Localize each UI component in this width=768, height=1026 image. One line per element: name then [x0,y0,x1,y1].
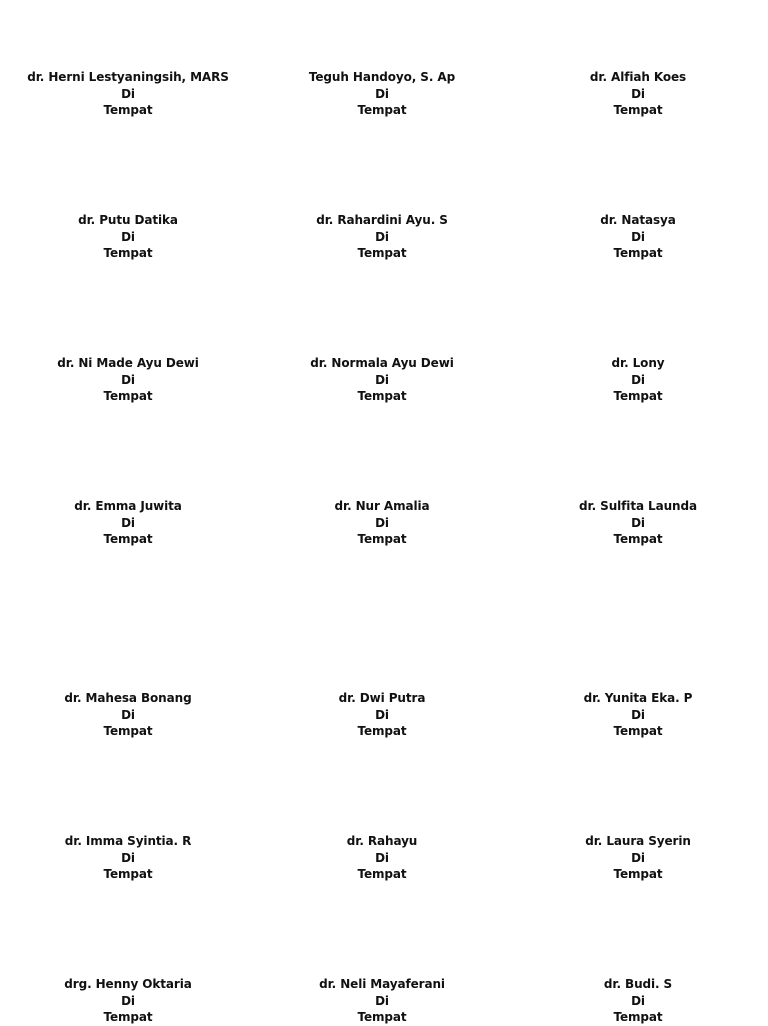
label-line-di: Di [375,707,389,722]
label-line-di: Di [631,993,645,1008]
recipient-name: dr. Laura Syerin [585,834,691,848]
label-line-tempat: Tempat [613,246,663,260]
label-line-di: Di [121,86,135,101]
address-label [0,498,256,548]
address-label [254,498,510,548]
label-line-tempat: Tempat [357,1010,407,1024]
address-label [510,69,766,119]
label-line-tempat: Tempat [103,1010,153,1024]
recipient-name: dr. Dwi Putra [338,691,426,705]
address-label [254,976,510,1026]
label-line-tempat: Tempat [357,532,407,546]
label-line-tempat: Tempat [613,724,663,738]
label-line-di: Di [631,707,645,722]
address-label [510,690,766,740]
label-line-tempat: Tempat [103,724,153,738]
address-label [254,69,510,119]
recipient-name: dr. Natasya [600,213,676,227]
address-label [510,355,766,405]
address-label [254,355,510,405]
address-label [0,355,256,405]
label-line-tempat: Tempat [103,532,153,546]
label-line-tempat: Tempat [357,867,407,881]
label-line-tempat: Tempat [357,246,407,260]
label-line-di: Di [631,229,645,244]
label-line-di: Di [121,229,135,244]
label-line-di: Di [375,229,389,244]
address-label [254,833,510,883]
address-label [254,690,510,740]
address-label [510,498,766,548]
recipient-name: dr. Neli Mayaferani [319,977,445,991]
label-line-di: Di [121,515,135,530]
recipient-name: dr. Imma Syintia. R [64,834,192,848]
label-line-tempat: Tempat [357,724,407,738]
recipient-name: dr. Yunita Eka. P [583,691,693,705]
recipient-name: dr. Emma Juwita [74,499,182,513]
address-label [0,833,256,883]
label-line-tempat: Tempat [103,867,153,881]
address-label [254,212,510,262]
label-line-di: Di [631,372,645,387]
label-line-tempat: Tempat [613,1010,663,1024]
label-line-di: Di [631,850,645,865]
label-line-di: Di [121,850,135,865]
label-line-tempat: Tempat [103,103,153,117]
label-line-tempat: Tempat [357,389,407,403]
recipient-name: dr. Ni Made Ayu Dewi [57,356,199,370]
address-label [0,690,256,740]
label-line-di: Di [375,372,389,387]
address-label [0,976,256,1026]
label-line-tempat: Tempat [103,389,153,403]
address-label [0,69,256,119]
label-line-di: Di [121,707,135,722]
recipient-name: dr. Sulfita Launda [579,499,697,513]
label-line-di: Di [631,86,645,101]
recipient-name: dr. Mahesa Bonang [64,691,192,705]
label-line-di: Di [375,86,389,101]
recipient-name: dr. Alfiah Koes [589,70,687,84]
label-line-di: Di [375,993,389,1008]
label-line-di: Di [121,372,135,387]
recipient-name: dr. Normala Ayu Dewi [310,356,454,370]
label-line-tempat: Tempat [613,532,663,546]
recipient-name: drg. Henny Oktaria [64,977,192,991]
label-line-di: Di [631,515,645,530]
label-line-tempat: Tempat [613,867,663,881]
label-line-tempat: Tempat [103,246,153,260]
label-line-tempat: Tempat [613,389,663,403]
recipient-name: dr. Rahardini Ayu. S [316,213,448,227]
recipient-name: dr. Putu Datika [78,213,178,227]
recipient-name: dr. Rahayu [346,834,418,848]
recipient-name: dr. Lony [611,356,665,370]
address-label [510,833,766,883]
recipient-name: dr. Budi. S [603,977,673,991]
recipient-name: dr. Nur Amalia [334,499,430,513]
label-line-tempat: Tempat [613,103,663,117]
address-label [0,212,256,262]
label-line-tempat: Tempat [357,103,407,117]
label-line-di: Di [375,515,389,530]
address-label [510,212,766,262]
address-label [510,976,766,1026]
recipient-name: Teguh Handoyo, S. Ap [308,70,456,84]
label-line-di: Di [121,993,135,1008]
label-line-di: Di [375,850,389,865]
recipient-name: dr. Herni Lestyaningsih, MARS [27,70,229,84]
